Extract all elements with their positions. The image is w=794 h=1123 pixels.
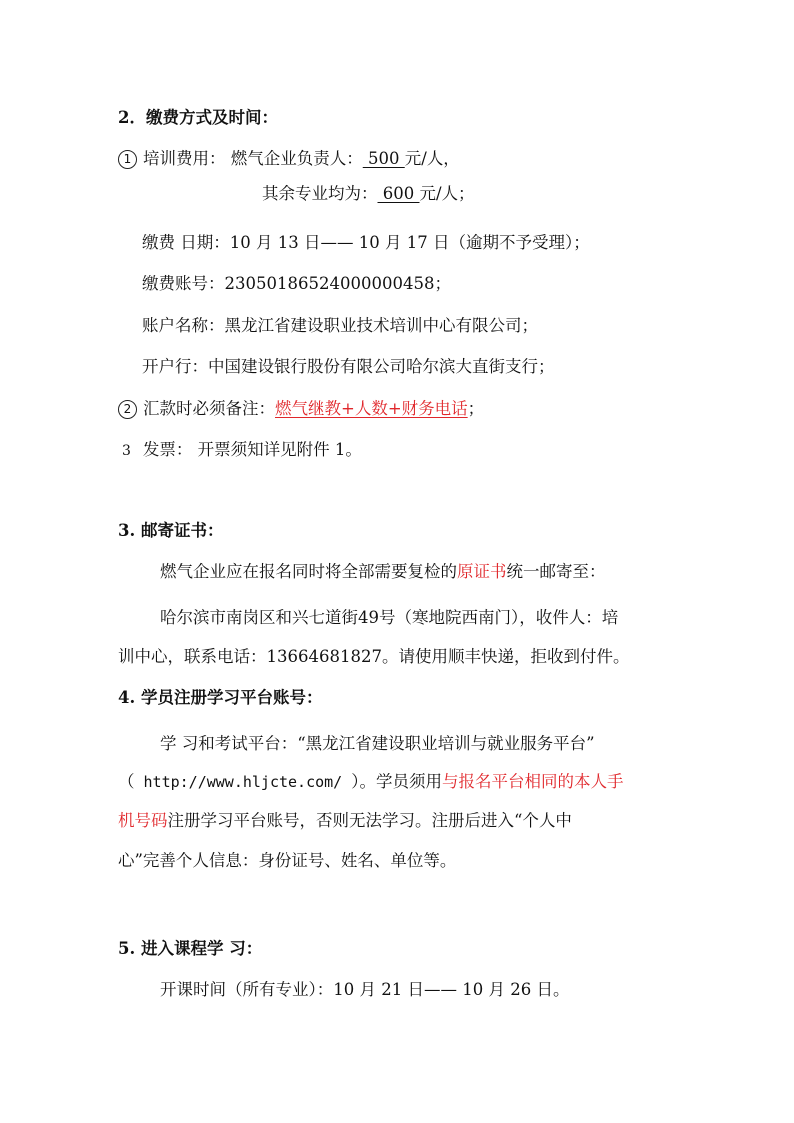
remark-value: 燃气继教+人数+财务电话 — [275, 399, 468, 418]
item-2-marker: 2 — [118, 400, 137, 419]
section-5-heading: 5. 进入课程学 习： — [118, 939, 263, 958]
item-1-marker: 1 — [118, 150, 137, 169]
section-3-heading: 3. 邮寄证书： — [118, 521, 224, 540]
fee-manager-unit: 元/人， — [404, 149, 460, 168]
bank-name: 开户行：中国建设银行股份有限公司哈尔滨大直街支行； — [142, 357, 555, 376]
mail-instruction-text-b: 统一邮寄至： — [506, 562, 606, 581]
fee-line-1 — [118, 148, 460, 170]
fee-other-unit: 元/人； — [419, 184, 475, 203]
fee-manager-amount: 500 — [362, 149, 405, 168]
section-4-heading: 4. 学员注册学习平台账号： — [118, 688, 323, 707]
original-certificate: 原证书 — [457, 562, 507, 581]
platform-line-2 — [118, 771, 624, 793]
remark-line — [118, 398, 484, 420]
payment-date: 缴费 日期：10 月 13 日—— 10 月 17 日（逾期不予受理）； — [142, 233, 590, 252]
platform-line-1: 学 习和考试平台：“黑龙江省建设职业培训与就业服务平台” — [160, 734, 595, 753]
remark-end: ； — [467, 399, 485, 418]
mail-address-line-1: 哈尔滨市南岗区和兴七道街49号（寒地院西南门），收件人：培 — [160, 608, 619, 627]
platform-line-4: 心”完善个人信息：身份证号、姓名、单位等。 — [118, 851, 457, 870]
paren-open: （ — [118, 772, 135, 791]
remark-label: 汇款时必须备注： — [143, 399, 275, 418]
mail-address-line-2: 训中心，联系电话：13664681827。请使用顺丰快递，拒收到付件。 — [118, 647, 630, 666]
mail-instruction — [160, 561, 606, 583]
section-2-heading: 2．缴费方式及时间： — [118, 108, 278, 127]
fee-line-2 — [262, 183, 475, 205]
invoice-text: 发票： 开票须知详见附件 1。 — [142, 440, 362, 459]
phone-requirement-b: 机号码 — [118, 811, 168, 830]
fee-other-label: 其余专业均为： — [262, 184, 378, 203]
fee-label: 培训费用： 燃气企业负责人： — [143, 149, 363, 168]
platform-line-3-text: 注册学习平台账号，否则无法学习。注册后进入“个人中 — [167, 811, 572, 830]
item-3-marker: 3 — [122, 443, 131, 459]
invoice-line — [122, 439, 362, 462]
phone-requirement-a: 与报名平台相同的本人手 — [442, 772, 624, 791]
platform-line-2-text: ）。学员须用 — [351, 772, 442, 791]
platform-url[interactable]: http://www.hljcte.com/ — [134, 773, 352, 791]
account-number: 缴费账号：23050186524000000458； — [142, 274, 451, 293]
platform-line-3 — [118, 810, 572, 832]
mail-instruction-text-a: 燃气企业应在报名同时将全部需要复检的 — [160, 562, 457, 581]
fee-other-amount: 600 — [377, 184, 420, 203]
account-name: 账户名称：黑龙江省建设职业技术培训中心有限公司； — [142, 316, 538, 335]
course-dates: 开课时间（所有专业）：10 月 21 日—— 10 月 26 日。 — [160, 980, 570, 999]
